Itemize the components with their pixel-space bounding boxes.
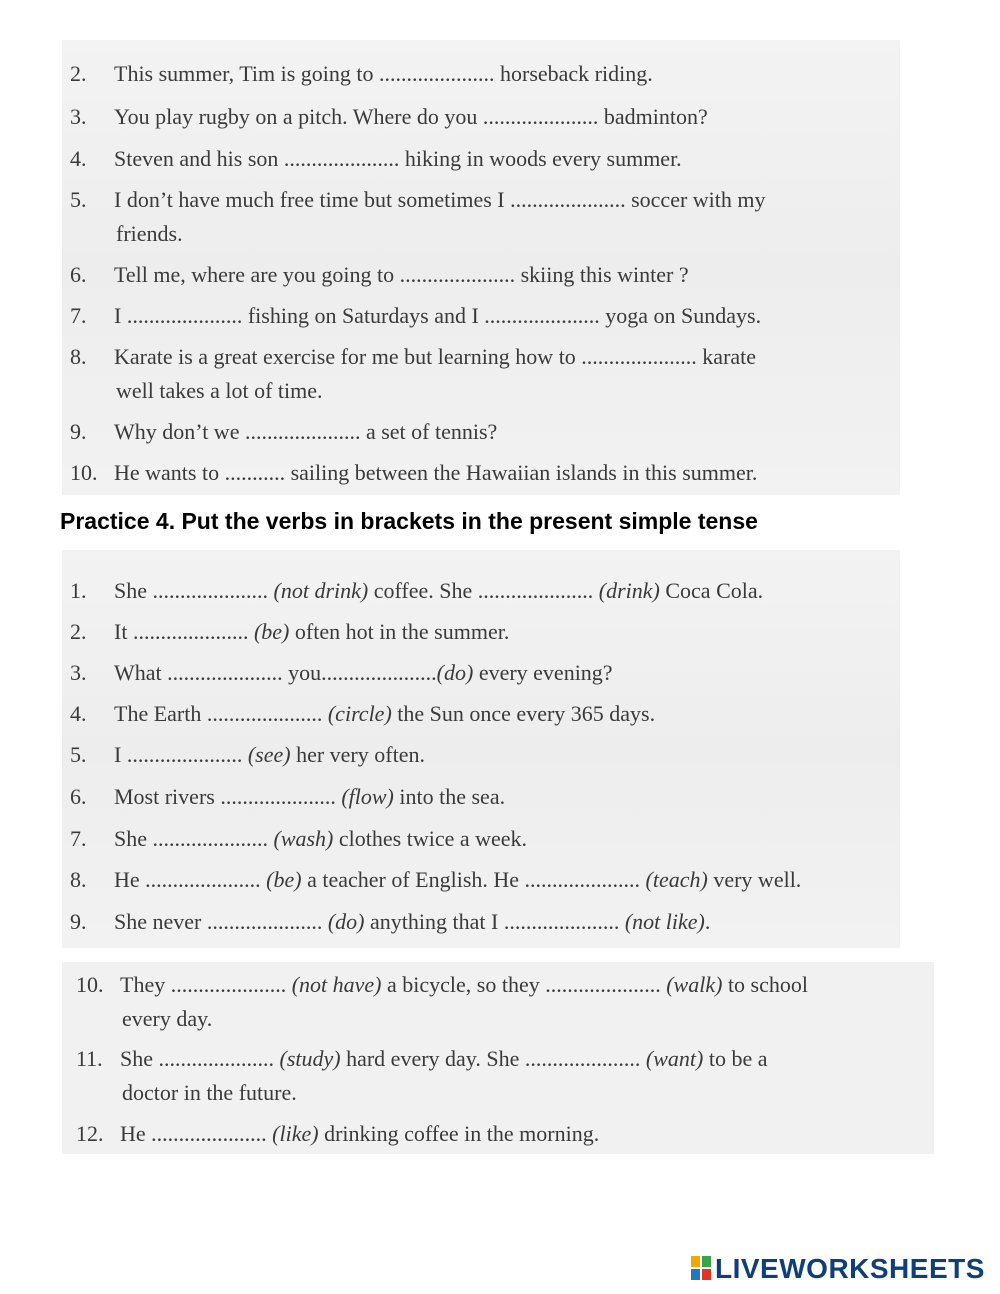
- item-text: Karate is a great exercise for me but learning how to ..................... karate: [114, 344, 757, 369]
- verb-hint: (not like): [624, 909, 705, 934]
- item-text: to school: [722, 972, 808, 997]
- item-number: 8.: [70, 867, 87, 892]
- item-text: anything that I .....................: [364, 909, 625, 934]
- verb-hint: (be): [266, 867, 302, 892]
- item-number: 12.: [76, 1121, 104, 1146]
- practice-item-1: [70, 574, 763, 608]
- exercise-item-7: [70, 299, 761, 333]
- exercise-item-4: [70, 142, 682, 176]
- item-text: coffee. She .....................: [368, 578, 599, 603]
- verb-hint: (walk): [666, 972, 723, 997]
- liveworksheets-logo: [691, 1254, 985, 1284]
- item-text: He .....................: [114, 867, 267, 892]
- item-text: Steven and his son ..................... hiking in woods every summer.: [114, 146, 682, 171]
- item-text: her very often.: [290, 742, 425, 767]
- item-text: She .....................: [120, 1046, 280, 1071]
- verb-hint: (do): [436, 660, 474, 685]
- item-text: He wants to ........... sailing between the Hawaiian islands in this summer.: [114, 460, 758, 485]
- item-text: drinking coffee in the morning.: [318, 1121, 600, 1146]
- verb-hint: (see): [247, 742, 291, 767]
- item-text-continued: doctor in the future.: [122, 1080, 297, 1105]
- item-text: She never .....................: [114, 909, 328, 934]
- verb-hint: (not drink): [273, 578, 369, 603]
- exercise-item-8: [70, 340, 757, 403]
- item-text: every evening?: [473, 660, 613, 685]
- item-text-continued: well takes a lot of time.: [116, 378, 323, 403]
- item-text: You play rugby on a pitch. Where do you ..................... badminton?: [114, 104, 708, 129]
- item-number: 4.: [70, 701, 87, 726]
- verb-hint: (want): [645, 1046, 704, 1071]
- item-text: a teacher of English. He .....................: [301, 867, 646, 892]
- practice-item-5: [70, 738, 425, 772]
- item-number: 11.: [76, 1046, 103, 1071]
- item-number: 2.: [70, 61, 87, 86]
- item-text: I don’t have much free time but sometimes I ..................... soccer with my: [114, 187, 766, 212]
- item-number: 9.: [70, 909, 87, 934]
- item-text: very well.: [707, 867, 802, 892]
- item-number: 7.: [70, 303, 87, 328]
- verb-hint: (not have): [291, 972, 382, 997]
- item-text: This summer, Tim is going to ..................... horseback riding.: [114, 61, 653, 86]
- item-text: The Earth .....................: [114, 701, 328, 726]
- practice-item-3: [70, 656, 613, 690]
- exercise-item-10: [70, 456, 757, 490]
- item-text: the Sun once every 365 days.: [391, 701, 656, 726]
- verb-hint: (do): [327, 909, 365, 934]
- item-text: She .....................: [114, 578, 274, 603]
- item-number: 1.: [70, 578, 87, 603]
- item-text: Tell me, where are you going to ..................... skiing this winter ?: [114, 262, 689, 287]
- practice-item-6: [70, 780, 505, 814]
- verb-hint: (flow): [341, 784, 394, 809]
- item-text: She .....................: [114, 826, 274, 851]
- exercise-item-5: [70, 183, 766, 246]
- item-number: 5.: [70, 187, 87, 212]
- exercise-item-9: [70, 415, 497, 449]
- item-text: They .....................: [120, 972, 292, 997]
- practice-item-12: [76, 1117, 599, 1151]
- verb-hint: (drink): [598, 578, 660, 603]
- verb-hint: (teach): [645, 867, 708, 892]
- item-text-continued: friends.: [116, 221, 183, 246]
- item-text: clothes twice a week.: [333, 826, 528, 851]
- item-text: into the sea.: [393, 784, 506, 809]
- exercise-item-2: [70, 57, 653, 91]
- item-text: .: [704, 909, 711, 934]
- item-number: 5.: [70, 742, 87, 767]
- item-text: He .....................: [120, 1121, 273, 1146]
- practice-item-9: [70, 905, 710, 939]
- item-number: 3.: [70, 104, 87, 129]
- item-number: 6.: [70, 784, 87, 809]
- liveworksheets-logo-icon: [691, 1256, 713, 1282]
- item-number: 8.: [70, 344, 87, 369]
- practice-item-4: [70, 697, 655, 731]
- item-text: I ..................... fishing on Saturdays and I ..................... yoga on Sundays.: [114, 303, 762, 328]
- item-text: It .....................: [114, 619, 254, 644]
- item-number: 4.: [70, 146, 87, 171]
- item-text: hard every day. She .....................: [340, 1046, 646, 1071]
- practice-item-10: [76, 968, 808, 1031]
- item-text: I .....................: [114, 742, 248, 767]
- item-number: 6.: [70, 262, 87, 287]
- exercise-item-3: [70, 100, 708, 134]
- item-text: Coca Cola.: [659, 578, 764, 603]
- practice-item-11: [76, 1042, 768, 1105]
- practice-item-8: [70, 863, 801, 897]
- item-text: Why don’t we ..................... a set of tennis?: [114, 419, 498, 444]
- exercise-item-6: [70, 258, 689, 292]
- logo-text: LIVEWORKSHEETS: [715, 1253, 985, 1284]
- item-number: 3.: [70, 660, 87, 685]
- verb-hint: (like): [272, 1121, 319, 1146]
- practice-item-2: [70, 615, 509, 649]
- item-text: a bicycle, so they .....................: [381, 972, 667, 997]
- item-number: 2.: [70, 619, 87, 644]
- practice-item-7: [70, 822, 527, 856]
- item-number: 9.: [70, 419, 87, 444]
- verb-hint: (wash): [273, 826, 334, 851]
- item-text: often hot in the summer.: [289, 619, 510, 644]
- item-number: 10.: [70, 460, 98, 485]
- verb-hint: (circle): [327, 701, 392, 726]
- verb-hint: (study): [279, 1046, 341, 1071]
- item-number: 10.: [76, 972, 104, 997]
- item-text: Most rivers .....................: [114, 784, 342, 809]
- item-text: to be a: [703, 1046, 768, 1071]
- practice-4-heading: Practice 4. Put the verbs in brackets in the present simple tense: [60, 508, 758, 534]
- verb-hint: (be): [253, 619, 290, 644]
- item-text-continued: every day.: [122, 1006, 213, 1031]
- item-text: What ..................... you.....................: [114, 660, 437, 685]
- item-number: 7.: [70, 826, 87, 851]
